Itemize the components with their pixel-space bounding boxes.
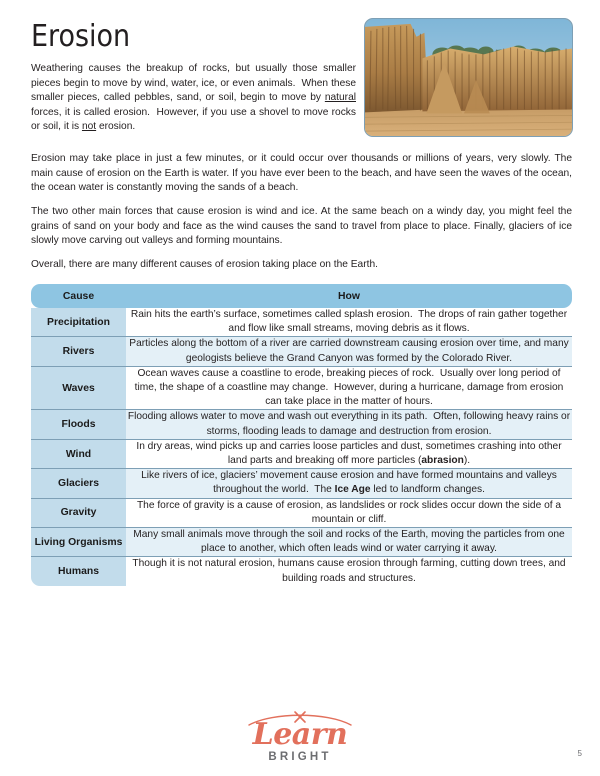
logo-primary-text: Learn	[252, 717, 348, 752]
table-row	[31, 498, 572, 527]
erosion-photo	[364, 18, 573, 137]
table-header-row	[31, 284, 572, 308]
body-paragraph-4: Overall, there are many different causes of erosion taking place on the Earth.	[31, 259, 378, 270]
column-header-cause: Cause	[31, 284, 126, 308]
how-cell: Many small animals move through the soil and rocks of the Earth, moving the particles from one place to another, which often leads wind or water carrying it away.	[126, 527, 572, 556]
eroded-clay-pillars-illustration	[365, 19, 572, 136]
table-row	[31, 336, 572, 365]
cause-cell: Floods	[31, 409, 126, 438]
how-cell: Like rivers of ice, glaciers’ movement cause erosion and have formed mountains and valleys throughout the world. The Ice Age led to landform changes.	[126, 468, 572, 497]
table-row	[31, 308, 572, 336]
erosion-causes-table	[31, 284, 572, 586]
intro-paragraph: Weathering causes the breakup of rocks, but usually those smaller pieces begin to move by wind, water, ice, or even animals. When these smaller pieces, called pebbles, sand, or soil, begin to move by natural forces, it is called erosion. However, if you use a shovel to move rocks or soil, it is not erosion.	[31, 63, 356, 133]
how-cell: Particles along the bottom of a river are carried downstream causing erosion over time, and many geologists believe the Grand Canyon was formed by the Colorado River.	[126, 336, 572, 365]
page-number: 5	[577, 749, 582, 758]
cause-cell: Gravity	[31, 498, 126, 527]
table-head	[31, 284, 572, 308]
learn-bright-logo	[0, 710, 600, 768]
logo-inner	[243, 710, 357, 766]
table-row	[31, 409, 572, 438]
table-row	[31, 527, 572, 556]
cause-cell: Wind	[31, 439, 126, 468]
table-row	[31, 556, 572, 585]
how-cell: Ocean waves cause a coastline to erode, breaking pieces of rock. Usually over long period of time, the shape of a coastline may change. However, during a hurricane, damage from erosion can take place in the matter of hours.	[126, 366, 572, 410]
page-title: Erosion	[31, 19, 131, 54]
cause-cell: Living Organisms	[31, 527, 126, 556]
table-body	[31, 308, 572, 586]
table-row	[31, 468, 572, 497]
cause-cell: Humans	[31, 556, 126, 585]
column-header-how: How	[126, 284, 572, 308]
cause-cell: Waves	[31, 366, 126, 410]
how-cell: The force of gravity is a cause of erosion, as landslides or rock slides occur down the side of a mountain or cliff.	[126, 498, 572, 527]
how-cell: In dry areas, wind picks up and carries loose particles and dust, sometimes crashing into other land parts and breaking off more particles (abrasion).	[126, 439, 572, 468]
cause-cell: Rivers	[31, 336, 126, 365]
how-cell: Flooding allows water to move and wash out everything in its path. Often, following heavy rains or storms, flooding leads to damage and destruction from erosion.	[126, 409, 572, 438]
cause-cell: Precipitation	[31, 308, 126, 336]
table-row	[31, 439, 572, 468]
body-paragraph-3: The two other main forces that cause erosion is wind and ice. At the same beach on a windy day, you might feel the grains of sand on your body and face as the wind causes the sand to travel from place to place. Finally, glaciers of ice slowly move carving out valleys and forming mountains.	[31, 206, 572, 247]
cause-cell: Glaciers	[31, 468, 126, 497]
body-paragraph-2: Erosion may take place in just a few minutes, or it could occur over thousands or millions of years, very slowly. The main cause of erosion on the Earth is water. If you have ever been to the beach, and have seen the waves of the ocean, the ocean water is constantly moving the sands of a beach.	[31, 153, 572, 194]
logo-secondary-text: BRIGHT	[268, 751, 332, 763]
how-cell: Though it is not natural erosion, humans cause erosion through farming, cutting down trees, and building roads and structures.	[126, 556, 572, 585]
table-row	[31, 366, 572, 410]
how-cell: Rain hits the earth’s surface, sometimes called splash erosion. The drops of rain gather together and flow like small streams, moving debris as it flows.	[126, 308, 572, 336]
